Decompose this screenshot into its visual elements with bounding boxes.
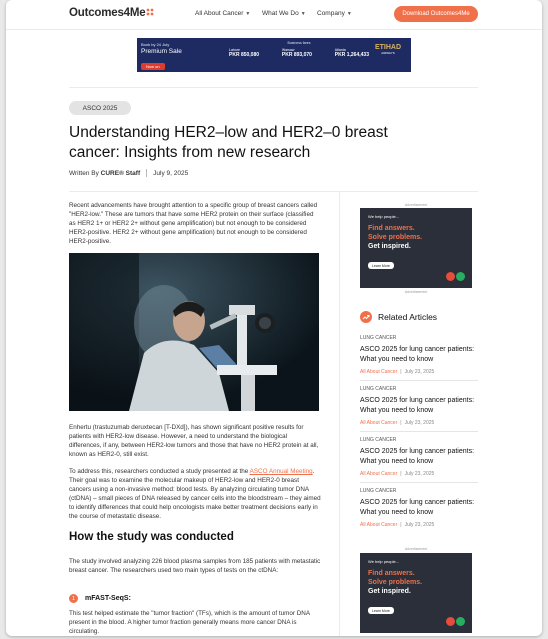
related-title[interactable]: ASCO 2025 for lung cancer patients: What you need to know [360,448,475,465]
article-intro: Recent advancements have brought attention to a specific group of breast cancers called "HER2-low." These are tumors that have some HER2 protein on their surface (classified as HER2 1+ or HER2 2+ without gene amplification) but not enough to be considered HER2-positive. HER2 2+ without gene amplification) but not enough to be considered HER2-positive. [69,202,318,245]
related-title[interactable]: ASCO 2025 for lung cancer patients: What you need to know [360,499,475,516]
related-meta: All About Cancer | July 23, 2025 [360,471,435,477]
related-title[interactable]: ASCO 2025 for lung cancer patients: What you need to know [360,346,475,363]
fare-item [335,48,369,58]
divider [69,191,478,192]
ad-line-3: Get inspired. [368,588,411,595]
article-para-3 [69,467,321,521]
banner-fares [229,41,369,58]
fare-city: Warsaw [281,48,295,52]
ad-line-2: Solve problems. [368,579,423,586]
download-button[interactable]: Download Outcomes4Me [394,6,478,22]
sponsor-logo-icon [446,272,465,281]
nav-all-about-cancer[interactable] [195,10,250,17]
related-category: LUNG CANCER [360,437,397,443]
related-date: July 23, 2025 [404,369,435,375]
step-number: 1 [69,594,78,603]
byline-author-group [69,170,140,177]
related-articles-header [360,311,437,323]
logo-text: Outcomes4Me [69,7,146,19]
related-title[interactable]: ASCO 2025 for lung cancer patients: What you need to know [360,397,475,414]
sidebar-ad[interactable] [360,553,472,633]
sponsor-logo-icon [446,617,465,626]
fare-city: Atlanta [334,48,346,52]
nav-label: All About Cancer [195,10,244,17]
brand-name: ETIHAD [374,44,402,51]
related-meta: All About Cancer | July 23, 2025 [360,369,435,375]
divider [69,87,478,88]
step-title: mFAST-SeqS: [85,595,131,602]
banner-book-by: Book by 24 July [141,42,170,47]
related-article[interactable] [360,488,478,528]
related-topic[interactable]: All About Cancer [360,522,398,528]
author-name[interactable]: CURE® Staff [100,169,141,177]
related-category: LUNG CANCER [360,386,397,392]
banner-class-label: Business fares [287,41,311,45]
column-divider [339,191,340,636]
related-article[interactable] [360,335,478,375]
page [6,0,542,636]
nav-company[interactable] [317,10,352,17]
related-category: LUNG CANCER [360,335,397,341]
related-articles-title: Related Articles [378,312,438,322]
banner-left [141,42,182,72]
site-header [6,0,542,30]
ad-label: Advertisement [404,290,428,294]
nav-what-we-do[interactable] [262,10,306,17]
byline-separator [146,169,147,177]
related-topic[interactable]: All About Cancer [360,420,398,426]
article-para-2: Enhertu (trastuzumab deruxtecan [T-DXd]), has shown significant positive results for patients with HER2-low disease. However, a need to understand the biological differences, if any, between HER2-low tumors and those that have no HER2 protein at all, known as HER2-0, still exist. [69,424,319,458]
byline-prefix: Written By [69,169,99,177]
publish-date: July 9, 2025 [153,169,189,177]
ad-tagline: We help people... [368,214,400,219]
ad-line-3: Get inspired. [368,243,411,250]
asco-meeting-link[interactable]: ASCO Annual Meeting [249,468,313,475]
chevron-down-icon: ▼ [245,10,251,17]
para3-after: . Their goal was to examine the molecular makeup of HER2-low and HER2-0 breast cancers using a non-invasive method: blood tests. By analyzing circulating tumor DNA (ctDNA) – small pieces of DNA released by cancer cells into the bloodstream – they aimed to identify differences that could help oncologists make better treatment decisions early in the course of metastatic disease. [69,468,321,520]
related-date: July 23, 2025 [404,420,435,426]
fare-city: Lahore [229,48,240,52]
related-meta: All About Cancer | July 23, 2025 [360,420,435,426]
article-para-4: The study involved analyzing 226 blood plasma samples from 185 patients with metastatic breast cancer. The researchers used two main types of tests on the ctDNA: [69,558,321,574]
fare-item [229,48,259,58]
ad-label: Advertisement [404,203,428,207]
fare-price: PKR 1,264,433 [334,52,369,58]
chevron-down-icon: ▼ [300,10,306,17]
banner-ad[interactable] [137,38,411,72]
fare-price: PKR 850,080 [229,52,260,58]
nav-label: Company [317,10,345,17]
chevron-down-icon: ▼ [346,10,352,17]
scientist-microscope-image [69,253,319,411]
related-topic[interactable]: All About Cancer [360,369,398,375]
ad-label: Advertisement [404,547,428,551]
byline [69,169,188,177]
article-title: Understanding HER2–low and HER2–0 breast cancer: Insights from new research [69,124,388,161]
para3-before: To address this, researchers conducted a study presented at the [69,468,250,475]
related-date: July 23, 2025 [404,471,435,477]
related-article[interactable] [360,386,478,426]
sidebar-ad[interactable] [360,208,472,288]
brand-sub: AIRWAYS [381,51,395,55]
related-article[interactable] [360,437,478,477]
divider [360,380,478,381]
ad-line-1: Find answers. [368,225,415,232]
ad-tagline: We help people... [368,559,400,564]
ad-line-1: Find answers. [368,570,415,577]
fare-item [282,48,312,58]
article-image [69,253,319,411]
fare-price: PKR 893,070 [281,52,312,58]
article-para-5: This test helped estimate the "tumor fraction" (TFs), which is the amount of tumor DNA present in the blood. A higher tumor fraction generally means more cancer DNA is circulating. [69,610,310,635]
logo-dots-icon [146,8,154,16]
divider [360,431,478,432]
step-item [69,594,131,603]
logo[interactable] [69,7,154,19]
related-date: July 23, 2025 [404,522,435,528]
related-articles-icon [360,311,372,323]
related-topic[interactable]: All About Cancer [360,471,398,477]
ad-learn-more-button[interactable]: Learn More [368,607,394,614]
ad-line-2: Solve problems. [368,234,423,241]
banner-brand [371,44,405,55]
nav-label: What We Do [262,10,299,17]
tag-pill[interactable]: ASCO 2025 [69,101,131,115]
related-category: LUNG CANCER [360,488,397,494]
divider [360,482,478,483]
banner-cta-button[interactable]: Now on [141,63,165,70]
section-heading: How the study was conducted [69,531,234,543]
ad-learn-more-button[interactable]: Learn More [368,262,394,269]
banner-headline: Premium Sale [141,48,182,55]
related-meta: All About Cancer | July 23, 2025 [360,522,435,528]
